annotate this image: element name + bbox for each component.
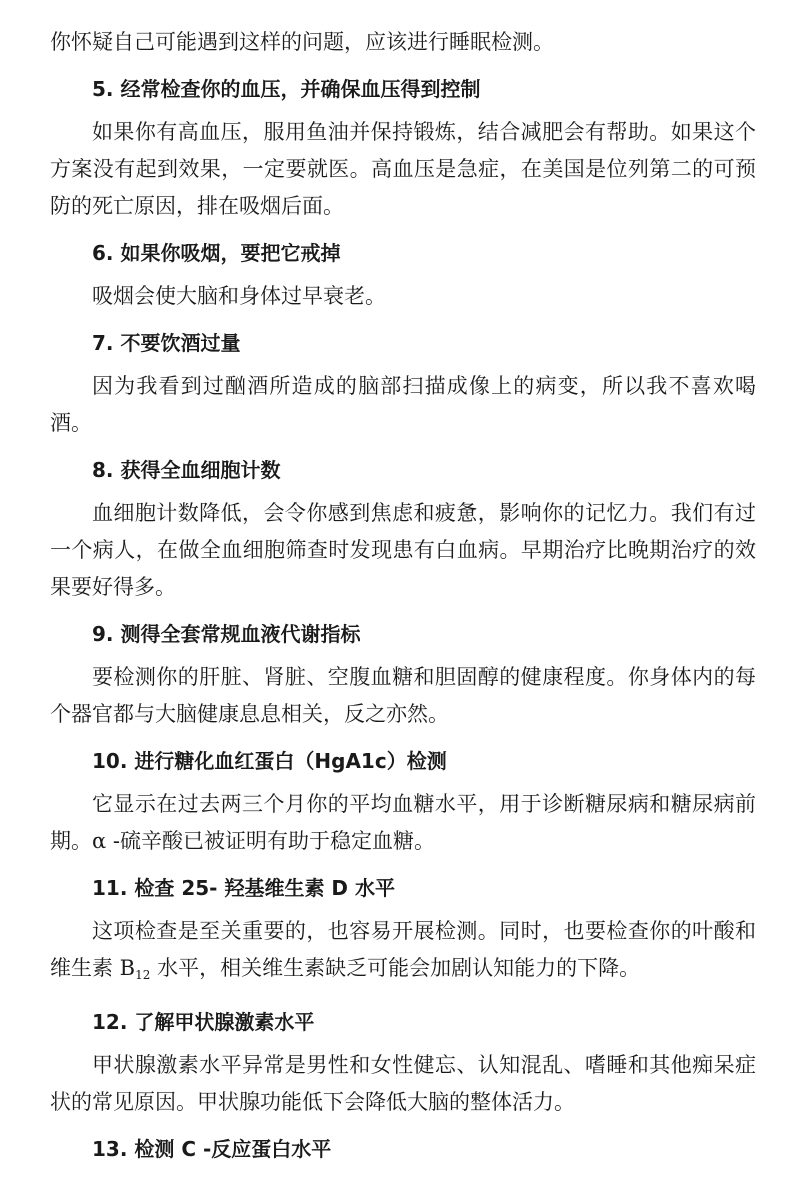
paragraph-alcohol: 因为我看到过酗酒所造成的脑部扫描成像上的病变，所以我不喜欢喝酒。 xyxy=(50,374,756,435)
paragraph-vitamin-d-part2: 水平，相关维生素缺乏可能会加剧认知能力的下降。 xyxy=(150,956,641,980)
paragraph-blood-pressure: 如果你有高血压，服用鱼油并保持锻炼，结合减肥会有帮助。如果这个方案没有起到效果，一定要就医。高血压是急症，在美国是位列第二的可预防的死亡原因，排在吸烟后面。 xyxy=(50,120,756,218)
paragraph-vitamin-d xyxy=(50,913,756,994)
heading-alcohol: 7. 不要饮酒过量 xyxy=(92,331,241,355)
heading-blood-pressure: 5. 经常检查你的血压，并确保血压得到控制 xyxy=(92,77,481,101)
heading-hba1c: 10. 进行糖化血红蛋白（HgA1c）检测 xyxy=(92,749,447,773)
paragraph-thyroid: 甲状腺激素水平异常是男性和女性健忘、认知混乱、嗜睡和其他痴呆症状的常见原因。甲状腺功能低下会降低大脑的整体活力。 xyxy=(50,1053,756,1114)
heading-metabolic-panel: 9. 测得全套常规血液代谢指标 xyxy=(92,622,361,646)
heading-smoking: 6. 如果你吸烟，要把它戒掉 xyxy=(92,241,341,265)
paragraph-hba1c: 它显示在过去两三个月你的平均血糖水平，用于诊断糖尿病和糖尿病前期。α -硫辛酸已被证明有助于稳定血糖。 xyxy=(50,792,756,853)
heading-thyroid: 12. 了解甲状腺激素水平 xyxy=(92,1010,315,1034)
paragraph-metabolic-panel: 要检测你的肝脏、肾脏、空腹血糖和胆固醇的健康程度。你身体内的每个器官都与大脑健康息息相关，反之亦然。 xyxy=(50,665,756,726)
paragraph-blood-count: 血细胞计数降低，会令你感到焦虑和疲惫，影响你的记忆力。我们有过一个病人，在做全血细胞筛查时发现患有白血病。早期治疗比晚期治疗的效果要好得多。 xyxy=(50,501,756,599)
paragraph-sleep-test: 你怀疑自己可能遇到这样的问题，应该进行睡眠检测。 xyxy=(50,30,554,54)
heading-c-reactive-protein: 13. 检测 C -反应蛋白水平 xyxy=(92,1137,332,1161)
heading-vitamin-d: 11. 检查 25- 羟基维生素 D 水平 xyxy=(92,876,395,900)
vitamin-b-subscript: 12 xyxy=(135,968,151,982)
paragraph-smoking: 吸烟会使大脑和身体过早衰老。 xyxy=(92,284,386,308)
heading-blood-count: 8. 获得全血细胞计数 xyxy=(92,458,281,482)
paragraph-vitamin-d-part1: 这项检查是至关重要的，也容易开展检测。同时，也要检查你的叶酸和维生素 B xyxy=(50,919,756,980)
